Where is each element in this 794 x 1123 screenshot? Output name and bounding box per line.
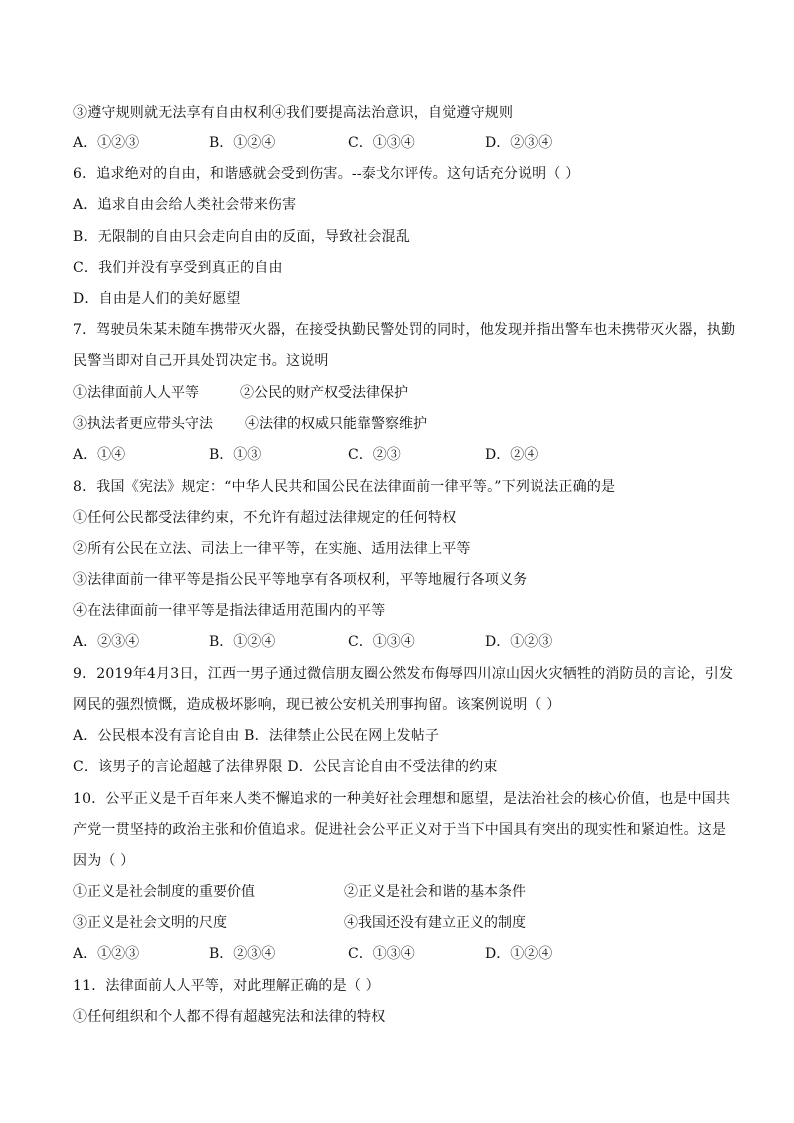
option-c: C．①③④ — [348, 135, 415, 151]
question-7-statements-row-1 — [73, 384, 733, 402]
option-d: D．①②③ — [485, 634, 553, 650]
question-6-option-b: B．无限制的自由只会走向自由的反面，导致社会混乱 — [73, 229, 411, 245]
question-9-stem: 9．2019年4月3日，江西一男子通过微信朋友圈公然发布侮辱四川凉山因火灾牺牲的消防员的言论，引发 — [73, 666, 734, 682]
option-d: D．②③④ — [485, 135, 553, 151]
option-a: A．①②③ — [73, 946, 140, 962]
question-5-options — [73, 134, 733, 152]
statement: ②公民的财产权受法律保护 — [240, 385, 408, 401]
question-10-statements-row-1 — [73, 883, 733, 901]
statement: ②正义是社会和谐的基本条件 — [344, 884, 526, 900]
question-7-stem: 7．驾驶员朱某未随车携带灭火器，在接受执勤民警处罚的同时，他发现并指出警车也未携带灭火器，执勤 — [73, 322, 736, 338]
option-c: C．①③④ — [348, 634, 415, 650]
question-8-statement-1: ①任何公民都受法律约束，不允许有超过法律规定的任何特权 — [73, 510, 457, 526]
statement: ③执法者更应带头守法 — [73, 416, 213, 432]
question-8-statement-3: ③法律面前一律平等是指公民平等地享有各项权利，平等地履行各项义务 — [73, 572, 528, 588]
question-9-options-cd: C．该男子的言论超越了法律界限 D．公民言论自由不受法律的约束 — [73, 759, 498, 775]
question-11-statement-1: ①任何组织和个人都不得有超越宪法和法律的特权 — [73, 1009, 386, 1025]
option-c: C．②③ — [348, 447, 401, 463]
question-10-options — [73, 945, 733, 963]
question-10-stem: 10．公平正义是千百年来人类不懈追求的一种美好社会理想和愿望，是法治社会的核心价值，也是中国共 — [73, 791, 731, 807]
question-6-option-a: A．追求自由会给人类社会带来伤害 — [73, 197, 297, 213]
option-d: D．①②④ — [485, 946, 553, 962]
option-a: A．①②③ — [73, 135, 140, 151]
statement: ①法律面前人人平等 — [73, 385, 199, 401]
question-7-stem-cont: 民警当即对自己开具处罚决定书。这说明 — [73, 353, 329, 369]
statement: ③正义是社会文明的尺度 — [73, 915, 227, 931]
question-8-statement-4: ④在法律面前一律平等是指法律适用范围内的平等 — [73, 603, 386, 619]
question-8-stem: 8．我国《宪法》规定：“中华人民共和国公民在法律面前一律平等。”下列说法正确的是 — [73, 479, 616, 495]
question-10-stem-end: 因为（ ） — [73, 853, 135, 869]
question-8-statement-2: ②所有公民在立法、司法上一律平等，在实施、适用法律上平等 — [73, 541, 471, 557]
option-b: B．①③ — [209, 447, 262, 463]
option-a: A．①④ — [73, 447, 126, 463]
question-11-stem: 11．法律面前人人平等，对此理解正确的是（ ） — [73, 978, 380, 994]
question-6-option-c: C．我们并没有享受到真正的自由 — [73, 260, 283, 276]
question-6-stem: 6．追求绝对的自由，和谐感就会受到伤害。--泰戈尔评传。这句话充分说明（ ） — [73, 166, 580, 182]
option-b: B．②③④ — [209, 946, 276, 962]
question-6-option-d: D．自由是人们的美好愿望 — [73, 291, 241, 307]
question-7-options — [73, 446, 733, 464]
statement: ④法律的权威只能靠警察维护 — [245, 416, 427, 432]
option-d: D．②④ — [485, 447, 539, 463]
question-10-stem-cont: 产党一贯坚持的政治主张和价值追求。促进社会公平正义对于当下中国具有突出的现实性和紧迫性。这是 — [73, 822, 727, 838]
statement: ④我国还没有建立正义的制度 — [344, 915, 526, 931]
option-b: B．①②④ — [209, 135, 276, 151]
question-10-statements-row-2 — [73, 914, 733, 932]
question-7-statements-row-2 — [73, 415, 733, 433]
option-c: C．①③④ — [348, 946, 415, 962]
option-b: B．①②④ — [209, 634, 276, 650]
option-a: A．②③④ — [73, 634, 140, 650]
question-9-options-ab: A．公民根本没有言论自由 B．法律禁止公民在网上发帖子 — [73, 728, 440, 744]
question-9-stem-cont: 网民的强烈愤慨，造成极坏影响，现已被公安机关刑事拘留。该案例说明（ ） — [73, 697, 561, 713]
question-8-options — [73, 633, 733, 651]
statement: ①正义是社会制度的重要价值 — [73, 884, 255, 900]
question-5-statements: ③遵守规则就无法享有自由权利④我们要提高法治意识，自觉遵守规则 — [73, 105, 514, 121]
